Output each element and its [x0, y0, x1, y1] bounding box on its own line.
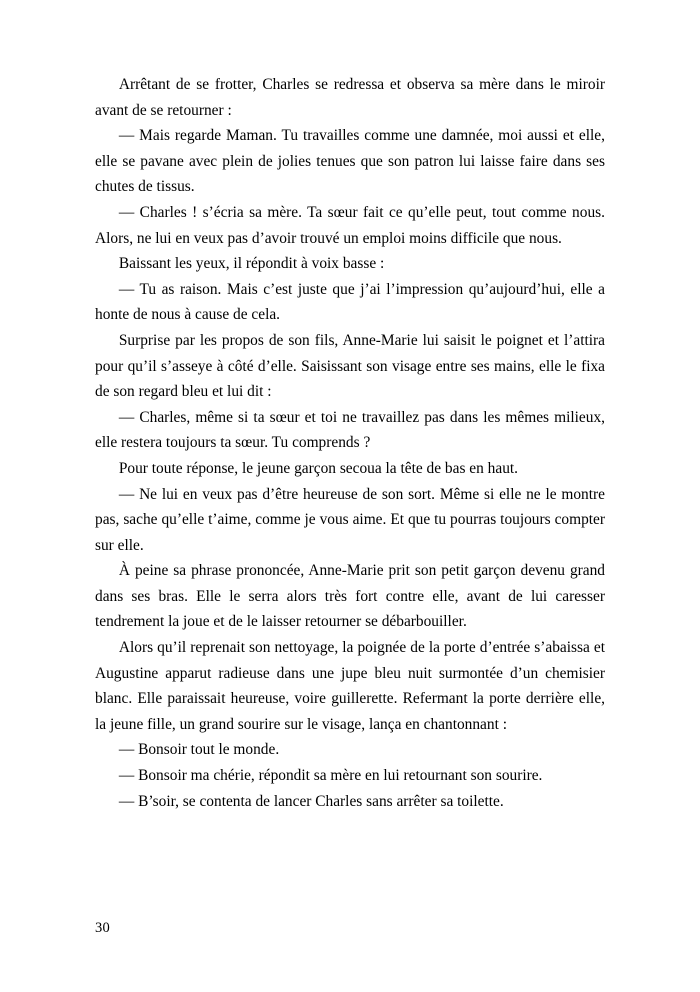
paragraph: Surprise par les propos de son fils, Anne-Marie lui saisit le poignet et l’attira pour qu’il s’asseye à côté d’elle. Saisissant son visage entre ses mains, elle le fixa de son regard bleu et lui dit : [95, 331, 605, 401]
paragraph: — Charles ! s’écria sa mère. Ta sœur fait ce qu’elle peut, tout comme nous. Alors, ne lui en veux pas d’avoir trouvé un emploi moins difficile que nous. [95, 203, 605, 247]
paragraph: — Charles, même si ta sœur et toi ne travaillez pas dans les mêmes milieux, elle restera toujours ta sœur. Tu comprends ? [95, 408, 605, 452]
paragraph: Baissant les yeux, il répondit à voix basse : [118, 255, 385, 273]
paragraph: Pour toute réponse, le jeune garçon secoua la tête de bas en haut. [118, 459, 519, 477]
paragraph: Alors qu’il reprenait son nettoyage, la poignée de la porte d’entrée s’abaissa et Augustine apparut radieuse dans une jupe bleu nuit surmontée d’un chemisier blanc. Elle paraissait heureuse, voire guillerette. Refermant la porte derrière elle, la jeune fille, un grand sourire sur le visage, lança en chantonnant : [95, 639, 605, 733]
paragraph: — Bonsoir ma chérie, répondit sa mère en lui retournant son sourire. [118, 767, 543, 785]
page-body-text [95, 72, 605, 814]
paragraph: Arrêtant de se frotter, Charles se redressa et observa sa mère dans le miroir avant de se retourner : [95, 76, 605, 119]
page-number: 30 [95, 920, 110, 936]
paragraph: — Ne lui en veux pas d’être heureuse de son sort. Même si elle ne le montre pas, sache qu’elle t’aime, comme je vous aime. Et que tu pourras toujours compter sur elle. [95, 485, 605, 554]
paragraph: — B’soir, se contenta de lancer Charles sans arrêter sa toilette. [118, 792, 504, 810]
paragraph: — Bonsoir tout le monde. [118, 741, 280, 759]
paragraph: — Mais regarde Maman. Tu travailles comme une damnée, moi aussi et elle, elle se pavane avec plein de jolies tenues que son patron lui laisse faire dans ses chutes de tissus. [95, 127, 605, 196]
paragraph: À peine sa phrase prononcée, Anne-Marie prit son petit garçon devenu grand dans ses bras. Elle le serra alors très fort contre elle, avant de lui caresser tendrement la joue et de le laisser retourner se débarbouiller. [95, 562, 605, 631]
paragraph: — Tu as raison. Mais c’est juste que j’ai l’impression qu’aujourd’hui, elle a honte de nous à cause de cela. [95, 280, 605, 324]
